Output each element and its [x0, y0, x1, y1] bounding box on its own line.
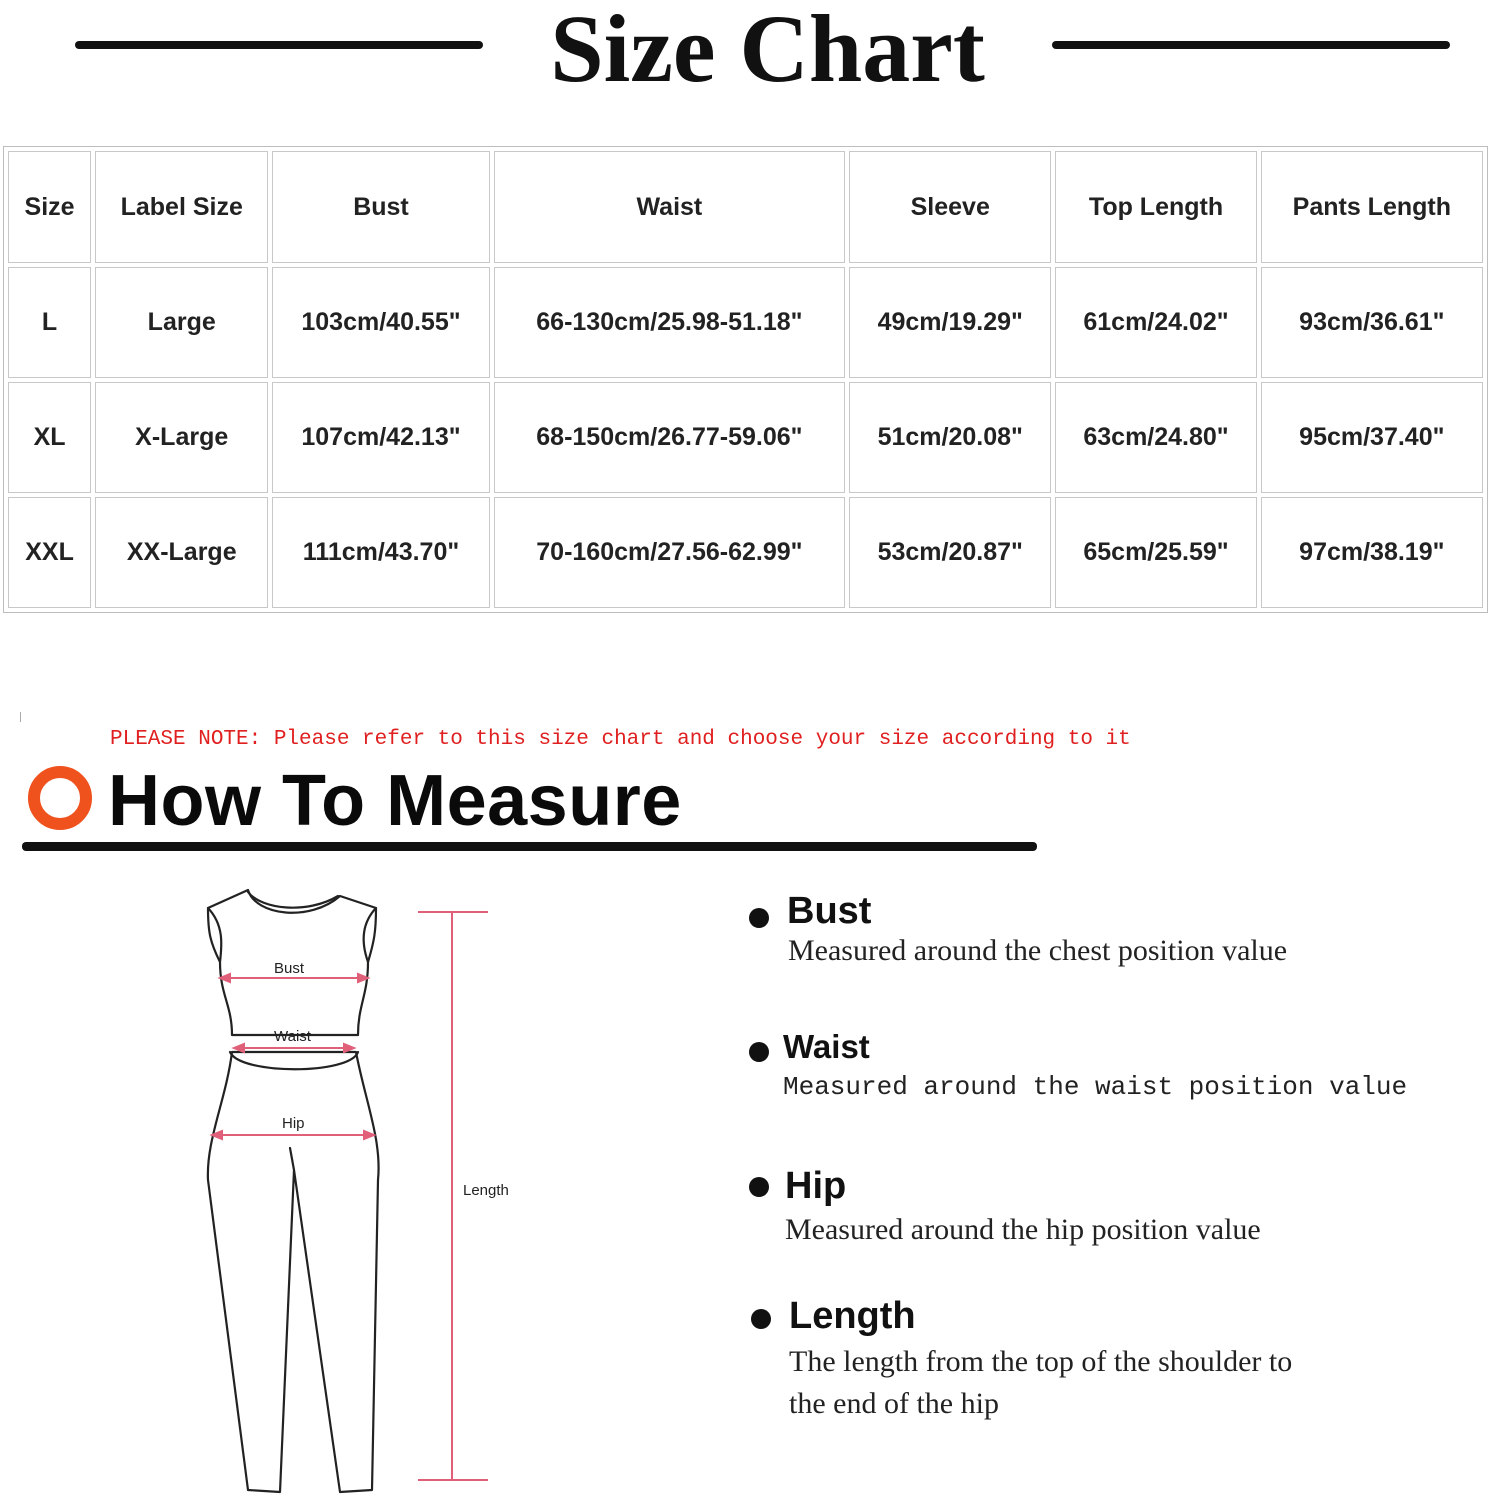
header-sleeve: Sleeve — [849, 151, 1051, 263]
cell-waist: 68-150cm/26.77-59.06" — [494, 382, 845, 493]
cell-top-length: 61cm/24.02" — [1055, 267, 1256, 378]
page-title: Size Chart — [550, 0, 985, 102]
size-table — [3, 146, 1488, 613]
bullet-icon — [751, 1309, 771, 1329]
figure-label-length: Length — [463, 1182, 509, 1199]
header-label-size: Label Size — [95, 151, 268, 263]
stray-tick-mark — [20, 712, 21, 722]
cell-label-size: Large — [95, 267, 268, 378]
measure-item-desc: The length from the top of the shoulder to — [789, 1345, 1293, 1378]
waist-arrow-right — [344, 1044, 354, 1052]
garment-figure — [190, 880, 550, 1500]
bullet-icon — [749, 1177, 769, 1197]
measure-item-desc: Measured around the chest position value — [788, 934, 1288, 967]
table-header-row — [8, 151, 1483, 263]
measure-item-name: Length — [789, 1295, 916, 1337]
cell-size: L — [8, 267, 91, 378]
table-row — [8, 497, 1483, 608]
header-pants-length: Pants Length — [1261, 151, 1483, 263]
table-row — [8, 382, 1483, 493]
header-bust: Bust — [272, 151, 489, 263]
cell-pants-length: 97cm/38.19" — [1261, 497, 1483, 608]
measure-item-name: Waist — [783, 1028, 870, 1065]
header-size: Size — [8, 151, 91, 263]
cell-waist: 66-130cm/25.98-51.18" — [494, 267, 845, 378]
size-note: PLEASE NOTE: Please refer to this size chart and choose your size according to it — [110, 728, 1131, 751]
table-row — [8, 267, 1483, 378]
bullet-icon — [749, 908, 769, 928]
cell-label-size: X-Large — [95, 382, 268, 493]
cell-sleeve: 53cm/20.87" — [849, 497, 1051, 608]
figure-label-hip: Hip — [282, 1115, 305, 1132]
cell-top-length: 65cm/25.59" — [1055, 497, 1256, 608]
cell-size: XL — [8, 382, 91, 493]
cell-size: XXL — [8, 497, 91, 608]
title-rule-left — [75, 41, 483, 49]
figure-label-waist: Waist — [274, 1028, 311, 1045]
cell-pants-length: 95cm/37.40" — [1261, 382, 1483, 493]
cell-bust: 111cm/43.70" — [272, 497, 489, 608]
cell-sleeve: 49cm/19.29" — [849, 267, 1051, 378]
title-rule-right — [1052, 41, 1450, 49]
measure-item-name: Bust — [787, 890, 872, 932]
pants-waistband — [230, 1052, 358, 1069]
measure-item-desc: Measured around the waist position value — [783, 1072, 1408, 1102]
cell-top-length: 63cm/24.80" — [1055, 382, 1256, 493]
measure-item-name: Hip — [785, 1165, 847, 1207]
pants-crotch-line — [290, 1148, 294, 1170]
how-to-measure-title: How To Measure — [108, 761, 682, 841]
figure-label-bust: Bust — [274, 960, 305, 977]
bullet-icon — [749, 1042, 769, 1062]
cell-bust: 103cm/40.55" — [272, 267, 489, 378]
header-waist: Waist — [494, 151, 845, 263]
cell-bust: 107cm/42.13" — [272, 382, 489, 493]
how-to-measure-rule — [22, 842, 1037, 851]
hip-arrow-right — [364, 1131, 374, 1139]
header-top-length: Top Length — [1055, 151, 1256, 263]
cell-waist: 70-160cm/27.56-62.99" — [494, 497, 845, 608]
cell-pants-length: 93cm/36.61" — [1261, 267, 1483, 378]
measure-item-desc: the end of the hip — [789, 1387, 999, 1420]
waist-arrow-left — [234, 1044, 244, 1052]
cell-sleeve: 51cm/20.08" — [849, 382, 1051, 493]
ring-icon — [28, 766, 92, 830]
cell-label-size: XX-Large — [95, 497, 268, 608]
measure-item-desc: Measured around the hip position value — [785, 1213, 1261, 1246]
